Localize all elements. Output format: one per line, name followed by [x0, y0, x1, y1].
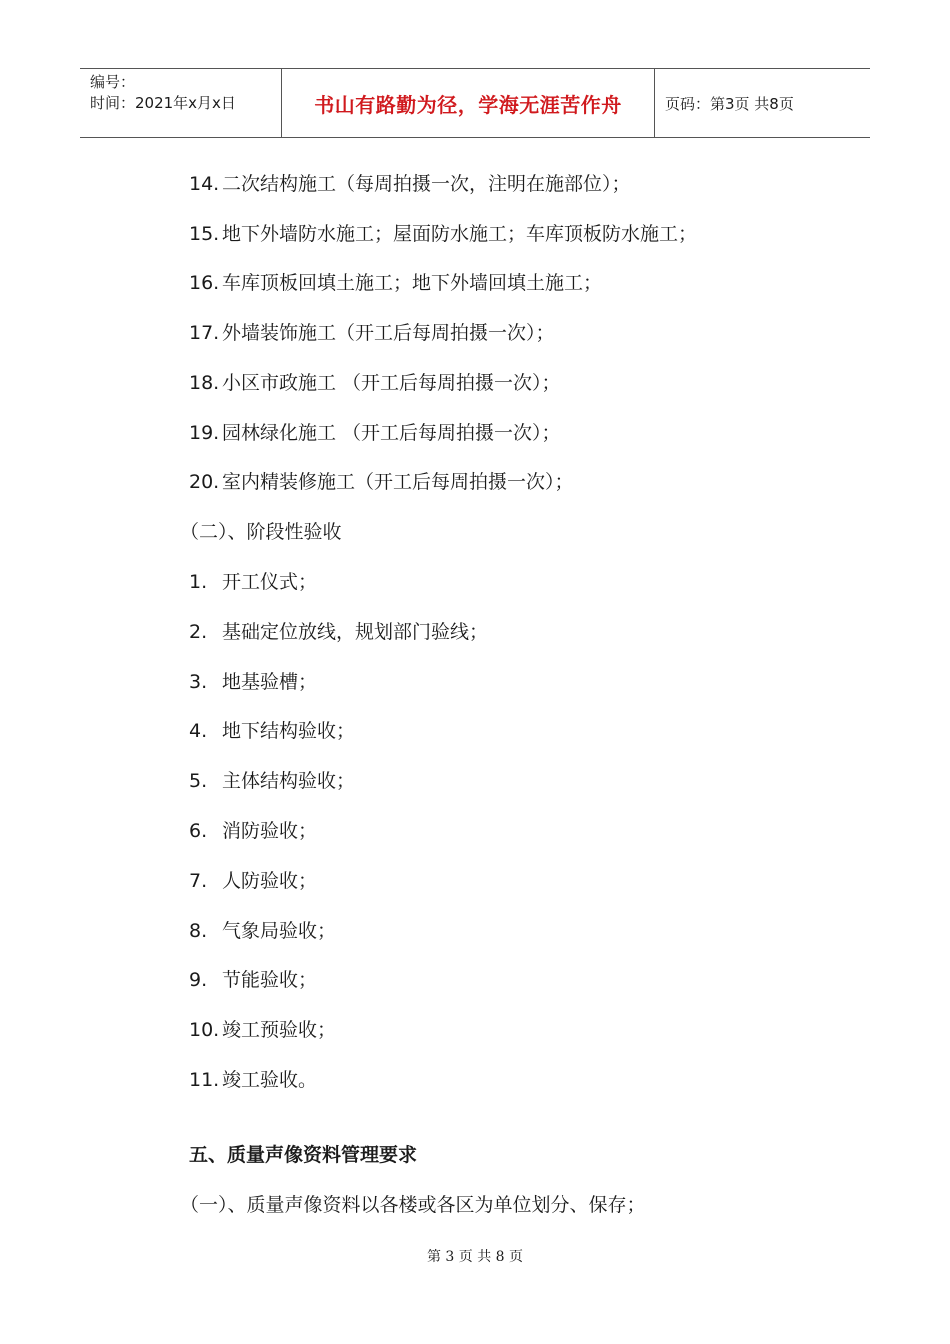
- list-item-text: 小区市政施工 （开工后每周拍摄一次）；: [222, 371, 561, 394]
- list-item-number: 20.: [189, 471, 220, 494]
- section-five-heading: 五、质量声像资料管理要求: [189, 1144, 418, 1166]
- time-label: 时间：2021年x月x日: [90, 94, 236, 112]
- list-item-number: 3.: [189, 670, 208, 693]
- section-five-item: （一）、质量声像资料以各楼或各区为单位划分、保存；: [180, 1194, 646, 1216]
- list-item: [189, 569, 317, 595]
- list-item-number: 16.: [189, 272, 220, 295]
- list-item-text: 外墙装饰施工（开工后每周拍摄一次）；: [222, 322, 555, 345]
- list-item-number: 4.: [189, 720, 208, 743]
- list-item: [189, 768, 355, 794]
- list-item-number: 19.: [189, 421, 220, 444]
- list-item-text: 地下结构验收；: [222, 720, 356, 743]
- list-item-text: 车库顶板回填土施工；地下外墙回填土施工；: [222, 272, 603, 295]
- list-item: [189, 420, 561, 446]
- list-item-text: 园林绿化施工 （开工后每周拍摄一次）；: [222, 421, 561, 444]
- list-item-text: 二次结构施工（每周拍摄一次，注明在施部位）；: [222, 173, 631, 195]
- list-item: [189, 868, 317, 894]
- list-item: [189, 221, 697, 247]
- section-two-title: （二）、阶段性验收: [180, 521, 342, 543]
- header-left-cell: [80, 69, 282, 137]
- list-item-text: 地下外墙防水施工；屋面防水施工；车库顶板防水施工；: [222, 222, 698, 245]
- list-item: [189, 818, 317, 844]
- list-item: [189, 370, 561, 396]
- list-item-number: 5.: [189, 770, 208, 793]
- list-item-text: 室内精装修施工（开工后每周拍摄一次）；: [222, 471, 574, 494]
- list-item-number: 2.: [189, 620, 208, 643]
- list-item-text: 基础定位放线，规划部门验线；: [222, 620, 489, 643]
- page-footer: 第 3 页 共 8 页: [426, 1249, 524, 1265]
- list-item-text: 节能验收；: [222, 969, 318, 992]
- list-item: [189, 718, 355, 744]
- list-item: [189, 918, 336, 944]
- list-item-number: 1.: [189, 571, 208, 593]
- list-item: [189, 270, 602, 296]
- list-item-text: 开工仪式；: [222, 571, 318, 593]
- list-item-number: 14.: [189, 173, 220, 195]
- list-item-number: 11.: [189, 1069, 220, 1091]
- list-item-number: 7.: [189, 869, 208, 892]
- list-item: [189, 1067, 317, 1093]
- list-item: [189, 669, 317, 695]
- number-label: 编号：: [90, 73, 136, 91]
- list-item-text: 竣工预验收；: [222, 1019, 337, 1042]
- list-item-number: 8.: [189, 919, 208, 942]
- header-page-info: 页码：第3页 共8页: [665, 94, 794, 113]
- header-motto: 书山有路勤为径，学海无涯苦作舟: [282, 69, 655, 137]
- list-item-text: 人防验收；: [222, 869, 318, 892]
- list-item: [189, 469, 574, 495]
- list-item: [189, 967, 317, 993]
- list-item-text: 地基验槽；: [222, 670, 318, 693]
- list-item-number: 17.: [189, 322, 220, 345]
- list-item-text: 主体结构验收；: [222, 770, 356, 793]
- list-item-text: 竣工验收。: [222, 1069, 318, 1091]
- list-item: [189, 320, 555, 346]
- list-item: [189, 619, 488, 645]
- list-item-number: 10.: [189, 1019, 220, 1042]
- list-item: [189, 1017, 336, 1043]
- page-header: [80, 68, 870, 138]
- list-item-number: 6.: [189, 820, 208, 842]
- list-item-number: 9.: [189, 969, 208, 992]
- list-item-number: 15.: [189, 222, 220, 245]
- list-item: [189, 171, 631, 197]
- list-item-text: 消防验收；: [222, 820, 318, 842]
- list-item-number: 18.: [189, 371, 220, 394]
- list-item-text: 气象局验收；: [222, 919, 337, 942]
